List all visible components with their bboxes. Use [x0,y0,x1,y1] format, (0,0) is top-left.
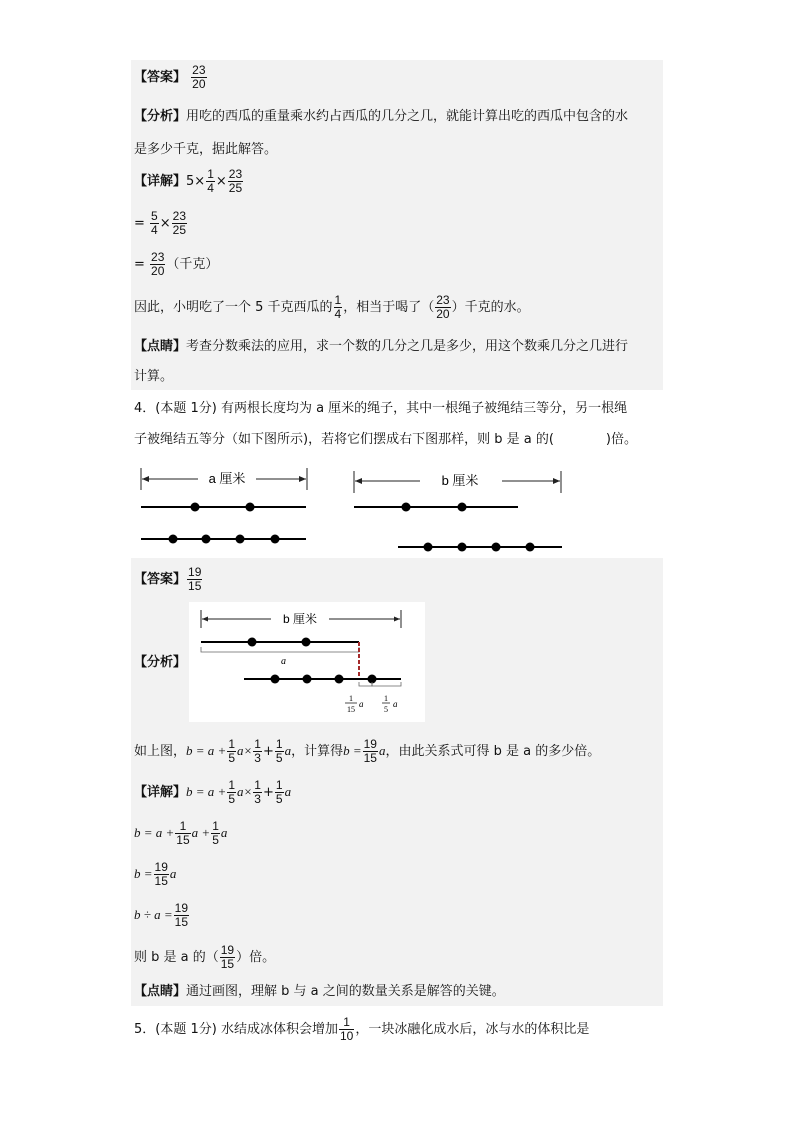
q3-detail-line2: = $\frac{5}{4}$ × $\frac{23}{25}$ [134,209,186,237]
answer-fraction: $\frac{23}{20}$ [192,63,206,91]
detail-label: 【详解】 [134,174,187,189]
q5-title: 5．(本题 1分) 水结成冰体积会增加 $\frac{1}{10}$ ，一块冰融化成水后，冰与水的体积比是 [134,1015,590,1043]
svg-text:5: 5 [384,705,388,714]
svg-text:a: a [359,699,364,709]
q3-conclusion: 因此，小明吃了一个 5 千克西瓜的 $\frac{1}{4}$ ，相当于喝了（ $\frac{23}{20}$ ）千克的水。 [134,293,530,321]
analysis-label: 【分析】 [134,109,187,124]
q4-title-line1: 4．(本题 1分) 有两根长度均为 a 厘米的绳子，其中一根绳子被绳结三等分，另一根绳 [134,401,628,416]
svg-text:1: 1 [349,694,353,703]
answer-label: 【答案】 [134,572,187,587]
q3-analysis-line2: 是多少千克，据此解答。 [134,142,278,157]
q3-comment-line1: 【点睛】考查分数乘法的应用，求一个数的几分之几是多少，用这个数乘几分之几进行 [134,339,629,354]
q3-comment-line2: 计算。 [134,369,174,384]
q4-conclusion: 则 b 是 a 的（ $\frac{19}{15}$ ）倍。 [134,943,276,971]
analysis-label-a: a [281,656,286,667]
label-a-cm: a 厘米 [208,471,246,486]
svg-text:15: 15 [347,705,355,714]
comment-label: 【点睛】 [134,339,187,354]
q4-answer: 【答案】 $\frac{19}{15}$ [134,565,202,593]
q4-detail-line4: b ÷ a = $\frac{19}{15}$ [134,901,189,929]
answer-label: 【答案】 [134,70,187,85]
q3-detail-line1: 【详解】5× $\frac{1}{4}$ × $\frac{23}{25}$ [134,167,243,195]
q4-analysis-text: 如上图，b = a + $\frac{1}{5}$ a× $\frac{1}{3}$ + $\frac{1}{5}$ a，计算得b = $\frac{19}{15}$ a，由此关系式可得 b 是 a 的多少倍。 [134,737,601,765]
svg-text:a: a [393,699,398,709]
svg-text:1: 1 [384,694,388,703]
q4-comment: 【点睛】通过画图，理解 b 与 a 之间的数量关系是解答的关键。 [134,984,505,999]
q3-detail-line3: = $\frac{23}{20}$ （千克） [134,250,219,278]
q4-detail-line3: b = $\frac{19}{15}$ a [134,860,177,888]
analysis-label-b: b 厘米 [282,612,318,626]
q4-analysis-figure [189,602,425,722]
label-b-cm: b 厘米 [441,473,479,488]
q4-detail-line1: 【详解】b = a + $\frac{1}{5}$ a× $\frac{1}{3}$ + $\frac{1}{5}$ a [134,778,292,806]
q3-analysis-line1: 【分析】用吃的西瓜的重量乘水约占西瓜的几分之几，就能计算出吃的西瓜中包含的水 [134,109,629,124]
q3-answer [134,64,208,91]
q4-title-line2: 子被绳结五等分（如下图所示)，若将它们摆成右下图那样，则 b 是 a 的( )倍。 [134,432,637,447]
q4-rope-figure [130,462,580,556]
q4-detail-line2: b = a + $\frac{1}{15}$ a + $\frac{1}{5}$ a [134,819,228,847]
q4-analysis-label: 【分析】 [134,655,187,670]
